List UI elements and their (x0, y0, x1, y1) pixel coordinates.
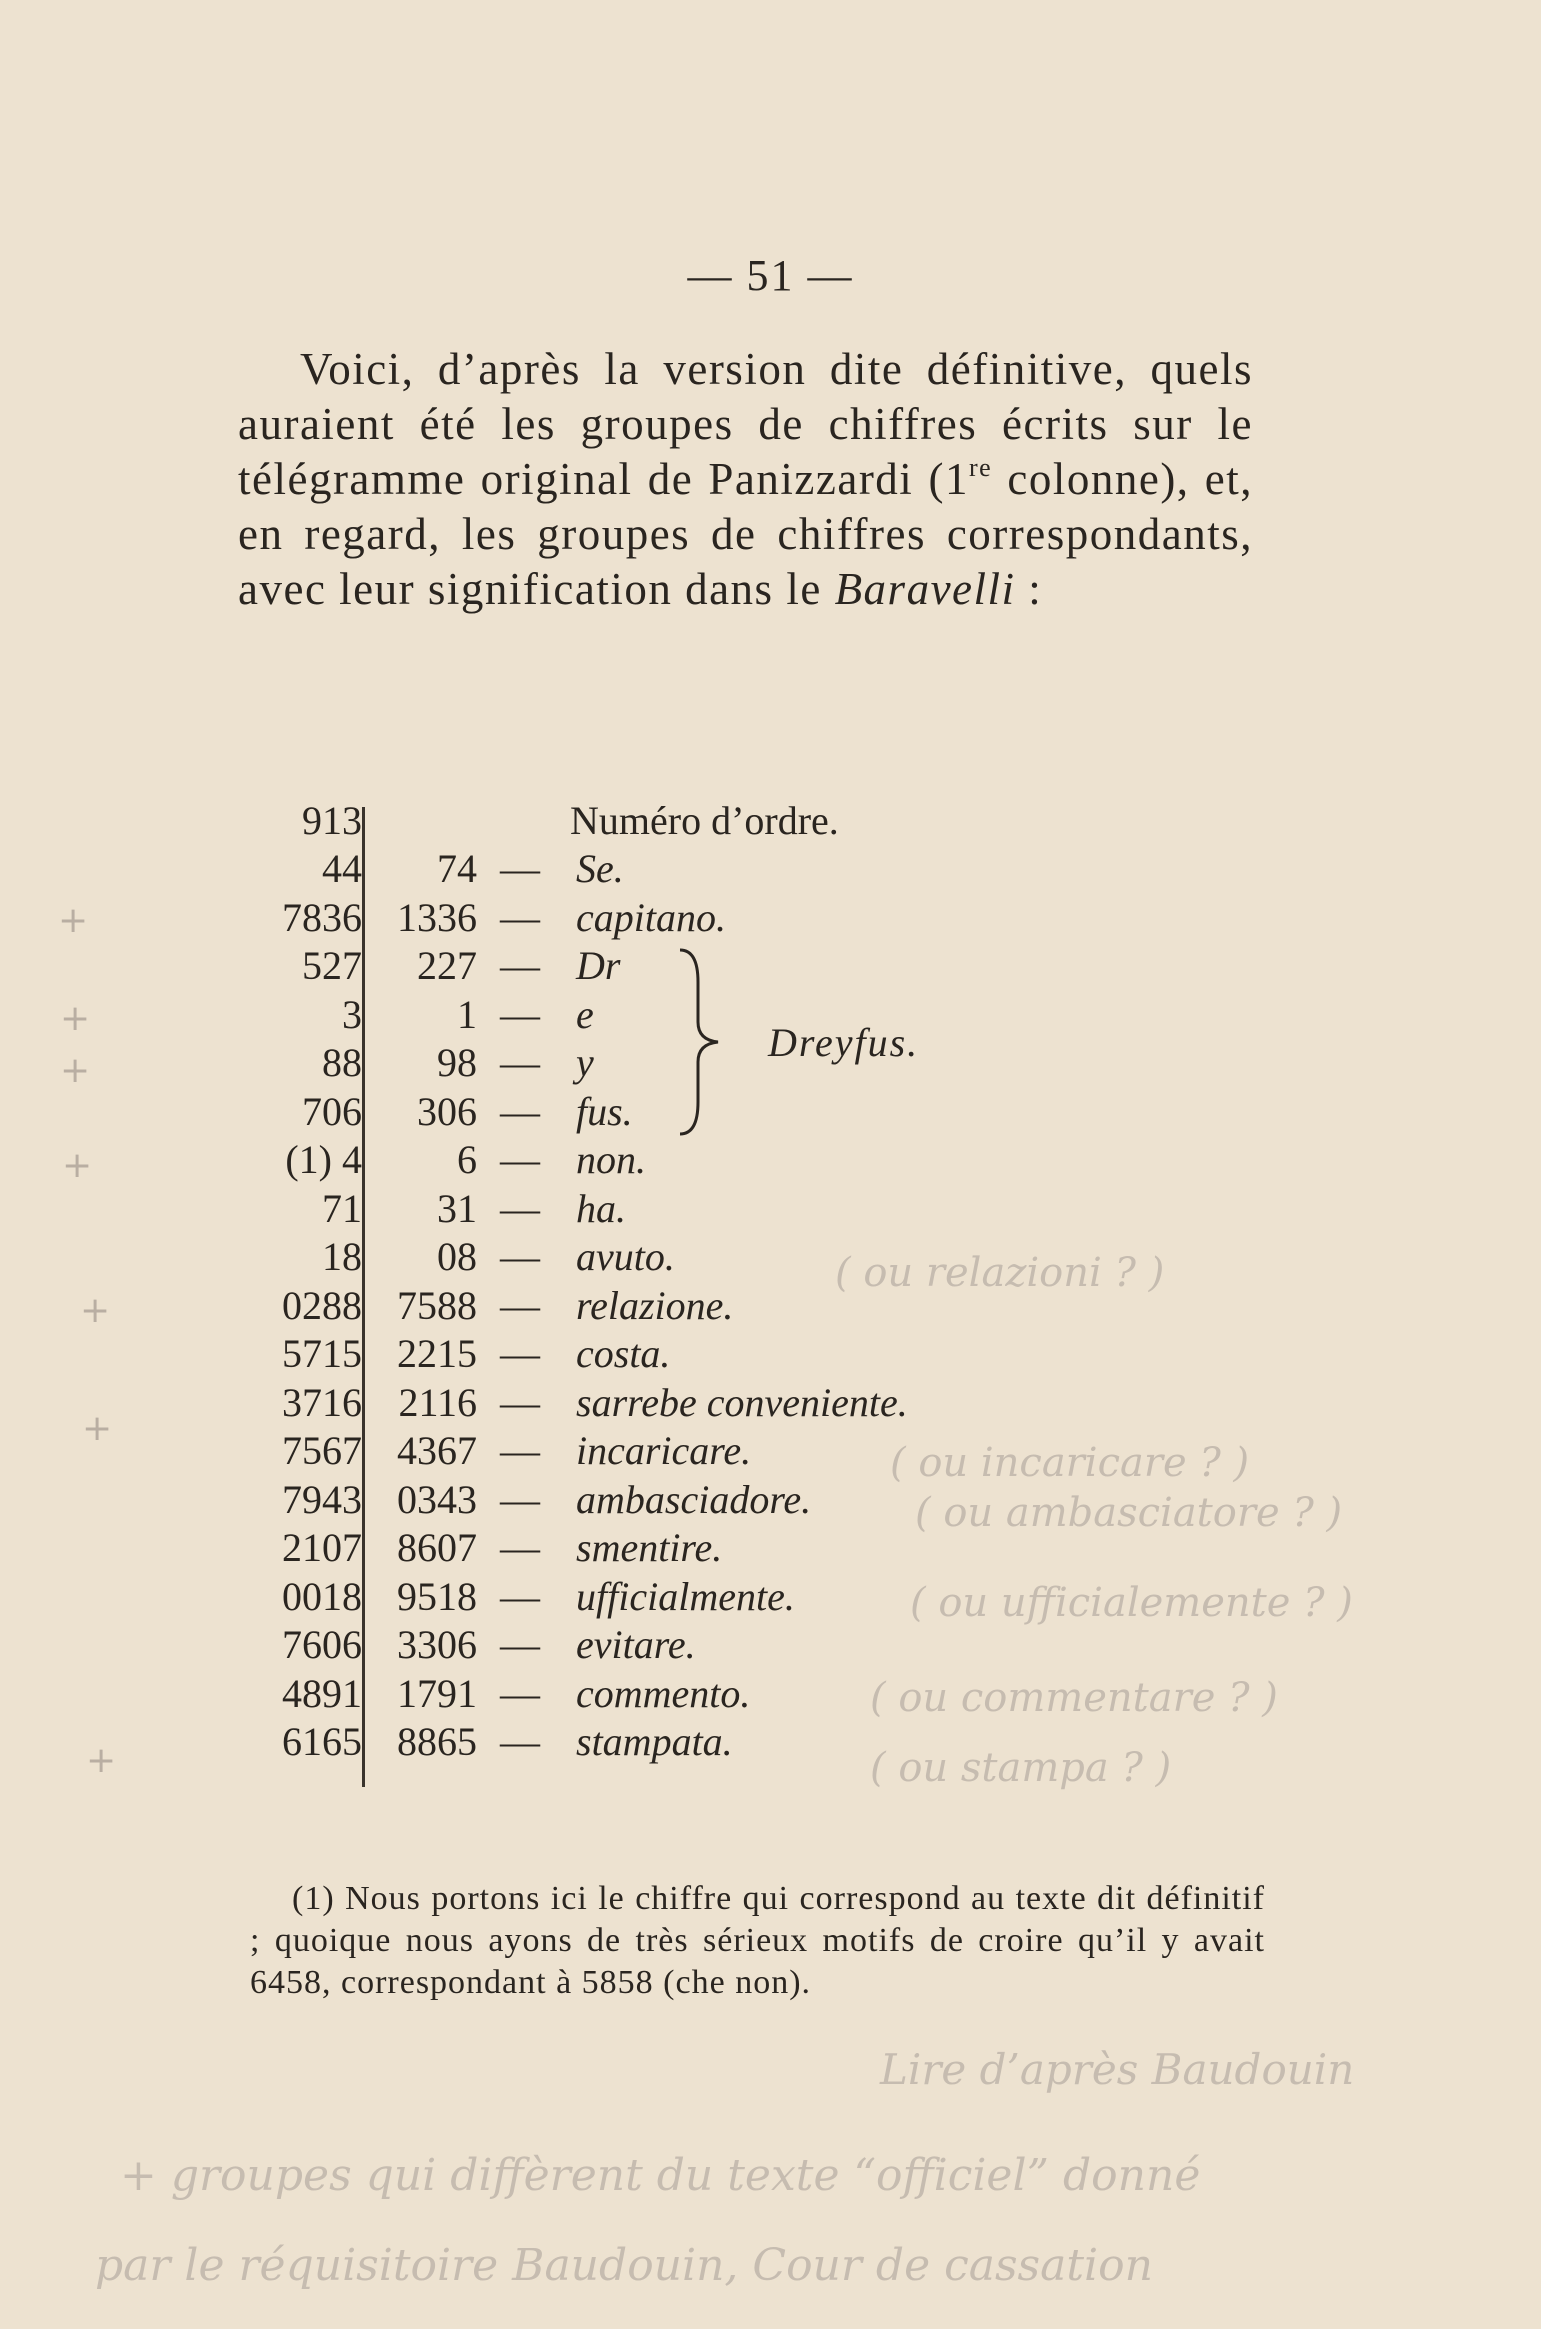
original-group: 44 (322, 846, 362, 891)
cross-mark-icon: + (60, 1050, 91, 1091)
handwritten-note: ( ou stampa ? ) (870, 1745, 1172, 1791)
baravelli-group: 8865 (397, 1719, 477, 1764)
handwritten-note: ( ou ambasciatore ? ) (915, 1490, 1343, 1536)
meaning: Numéro d’ordre. (570, 798, 839, 843)
dash: — (500, 895, 540, 940)
dash: — (500, 992, 540, 1037)
dash: — (500, 943, 540, 988)
meaning: ambasciadore. (576, 1477, 812, 1522)
table-row (230, 1524, 1030, 1572)
original-group: 0018 (282, 1574, 362, 1619)
handwritten-note: ( ou commentare ? ) (870, 1675, 1278, 1721)
meaning: stampata. (576, 1719, 733, 1764)
dash: — (500, 1671, 540, 1716)
meaning: Dr (576, 943, 621, 988)
original-group: 0288 (282, 1283, 362, 1328)
dash: — (500, 1137, 540, 1182)
cross-mark-icon: + (80, 1290, 111, 1331)
original-group: 7567 (282, 1428, 362, 1473)
meaning: capitano. (576, 895, 726, 940)
dash: — (500, 1283, 540, 1328)
handwritten-note: ( ou relazioni ? ) (835, 1250, 1165, 1296)
original-group: 88 (322, 1040, 362, 1085)
curly-brace-icon (670, 942, 760, 1142)
dash: — (500, 1719, 540, 1764)
baravelli-group: 6 (457, 1137, 477, 1182)
baravelli-group: 1791 (397, 1671, 477, 1716)
dash: — (500, 1040, 540, 1085)
cross-mark-icon: + (82, 1408, 113, 1449)
dash: — (500, 1428, 540, 1473)
original-group: 18 (322, 1234, 362, 1279)
meaning: ufficialmente. (576, 1574, 795, 1619)
dash: — (500, 1331, 540, 1376)
meaning: Se. (576, 846, 624, 891)
meaning: non. (576, 1137, 646, 1182)
meaning: y (576, 1040, 594, 1085)
baravelli-group: 0343 (397, 1477, 477, 1522)
original-group: 7943 (282, 1477, 362, 1522)
meaning: commento. (576, 1671, 751, 1716)
table-row (230, 797, 1030, 845)
baravelli-group: 1 (457, 992, 477, 1037)
meaning: fus. (576, 1089, 633, 1134)
baravelli-group: 306 (417, 1089, 477, 1134)
table-row (230, 1185, 1030, 1233)
meaning: costa. (576, 1331, 671, 1376)
bracket-label: Dreyfus. (768, 1020, 920, 1065)
original-group: 6165 (282, 1719, 362, 1764)
baravelli-group: 9518 (397, 1574, 477, 1619)
baravelli-group: 1336 (397, 895, 477, 940)
original-group: 527 (302, 943, 362, 988)
original-group: 3 (342, 992, 362, 1037)
meaning: sarrebe conveniente. (576, 1380, 908, 1425)
baravelli-group: 7588 (397, 1283, 477, 1328)
baravelli-group: 227 (417, 943, 477, 988)
original-group: (1) 4 (285, 1137, 362, 1182)
table-row (230, 1379, 1030, 1427)
meaning: smentire. (576, 1525, 723, 1570)
table-row (230, 1136, 1030, 1184)
original-group: 2107 (282, 1525, 362, 1570)
dash: — (500, 1234, 540, 1279)
original-group: 5715 (282, 1331, 362, 1376)
dash: — (500, 1089, 540, 1134)
dash: — (500, 1477, 540, 1522)
baravelli-group: 98 (437, 1040, 477, 1085)
intro-superscript: re (968, 453, 993, 482)
baravelli-group: 4367 (397, 1428, 477, 1473)
baravelli-group: 2215 (397, 1331, 477, 1376)
baravelli-group: 2116 (398, 1380, 477, 1425)
table-row (230, 942, 1030, 990)
meaning: relazione. (576, 1283, 734, 1328)
baravelli-group: 8607 (397, 1525, 477, 1570)
handwritten-note: ( ou ufficialemente ? ) (910, 1580, 1353, 1626)
intro-text-b: colonne), et, en regard, les groupes de chiffres correspondants, avec leur signification dans le (238, 454, 1253, 614)
handwritten-note: + groupes qui diffèrent du texte “officiel” donné (120, 2150, 1201, 2201)
original-group: 913 (302, 798, 362, 843)
dash: — (500, 1622, 540, 1667)
cross-mark-icon: + (58, 900, 89, 941)
dash: — (500, 846, 540, 891)
handwritten-note: Lire d’après Baudouin (880, 2045, 1355, 2094)
original-group: 4891 (282, 1671, 362, 1716)
original-group: 71 (322, 1186, 362, 1231)
baravelli-group: 3306 (397, 1622, 477, 1667)
meaning: avuto. (576, 1234, 675, 1279)
meaning: e (576, 992, 594, 1037)
meaning: ha. (576, 1186, 626, 1231)
dash: — (500, 1574, 540, 1619)
cross-mark-icon: + (62, 1145, 93, 1186)
footnote: (1) Nous portons ici le chiffre qui correspond au texte dit définitif ; quoique nous ayons de très sérieux motifs de croire qu’il y avait 6458, correspondant à 5858 (che non). (250, 1880, 1265, 2001)
original-group: 706 (302, 1089, 362, 1134)
cipher-table (230, 797, 1030, 1797)
handwritten-note: ( ou incaricare ? ) (890, 1440, 1250, 1486)
baravelli-group: 08 (437, 1234, 477, 1279)
baravelli-group: 74 (437, 846, 477, 891)
table-row (230, 1330, 1030, 1378)
intro-paragraph (238, 342, 1253, 617)
table-row (230, 1088, 1030, 1136)
dash: — (500, 1525, 540, 1570)
intro-text-c: : (1015, 564, 1043, 614)
intro-italic-title: Baravelli (834, 564, 1016, 614)
cross-mark-icon: + (86, 1740, 117, 1781)
dash: — (500, 1380, 540, 1425)
page-number: — 51 — (687, 251, 854, 300)
cross-mark-icon: + (60, 998, 91, 1039)
intro-text-a: Voici, d’après la version dite définitive, quels auraient été les groupes de chiffres écrits sur le télégramme original de Panizzardi (1 (238, 344, 1253, 504)
meaning: evitare. (576, 1622, 696, 1667)
dash: — (500, 1186, 540, 1231)
baravelli-group: 31 (437, 1186, 477, 1231)
original-group: 7606 (282, 1622, 362, 1667)
table-row (230, 845, 1030, 893)
original-group: 3716 (282, 1380, 362, 1425)
table-row (230, 894, 1030, 942)
handwritten-note: par le réquisitoire Baudouin, Cour de cassation (95, 2240, 1153, 2291)
table-row (230, 1621, 1030, 1669)
original-group: 7836 (282, 895, 362, 940)
meaning: incaricare. (576, 1428, 752, 1473)
